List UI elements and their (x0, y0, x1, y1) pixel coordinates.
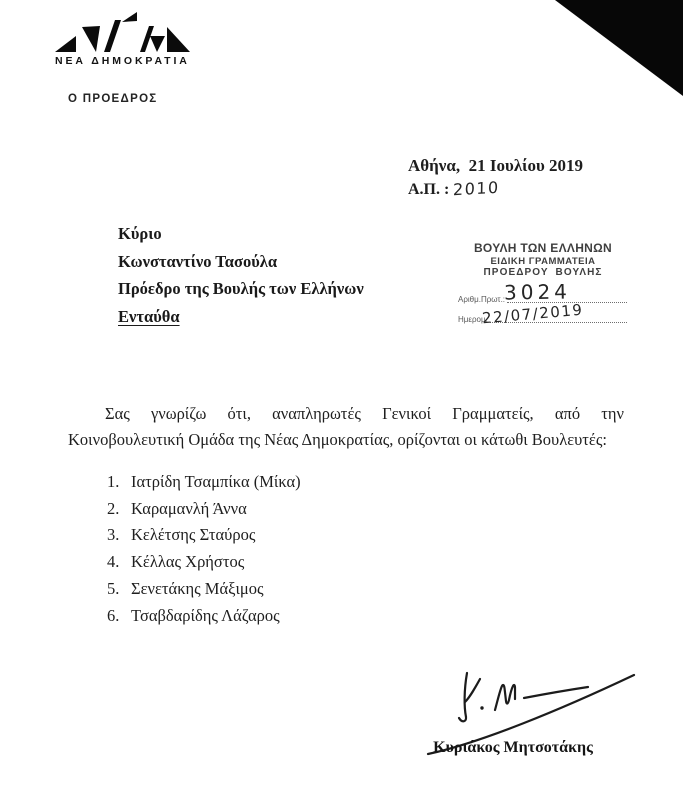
recipient-title: Πρόεδρο της Βουλής των Ελλήνων (118, 279, 364, 298)
deputy-name: Κελέτσης Σταύρος (131, 525, 256, 545)
list-item (107, 549, 301, 576)
dateline-block (408, 156, 583, 199)
stamp-protocol-label: Αριθμ.Πρωτ.: (458, 295, 506, 304)
stamp-date-label: Ημερομ. (458, 315, 488, 324)
nd-logo (55, 11, 191, 67)
deputy-name: Ιατρίδη Τσαμπίκα (Μίκα) (131, 472, 301, 491)
deputy-name: Κέλλας Χρήστος (131, 552, 245, 572)
deputy-name: Καραμανλή Άννα (131, 498, 247, 518)
protocol-label: Α.Π. : (408, 181, 450, 198)
recipient-location: Ενταύθα (118, 306, 180, 326)
stamp-protocol-row (458, 279, 628, 305)
protocol-line (408, 179, 583, 199)
protocol-number-handwritten: 2010 (453, 177, 501, 200)
item-number: 5. (107, 578, 120, 598)
item-number: 3. (107, 525, 120, 545)
body-line-1: Σας γνωρίζω ότι, αναπληρωτές Γενικοί Γραμματείς, από την (105, 404, 624, 423)
list-item (107, 603, 301, 630)
stamp-office: ΠΡΟΕΔΡΟΥ ΒΟΥΛΗΣ (483, 267, 603, 278)
stamp-dept: ΕΙΔΙΚΗ ΓΡΑΜΜΑΤΕΙΑ (490, 256, 596, 267)
list-item (107, 469, 301, 496)
item-number: 6. (107, 605, 120, 625)
stamp-date-row (458, 300, 628, 328)
item-number: 4. (107, 552, 120, 572)
registry-stamp (458, 241, 628, 328)
deputy-name: Τσαβδαρίδης Λάζαρος (131, 605, 280, 625)
recipient-name: Κωνσταντίνο Τασούλα (118, 251, 278, 271)
recipient-block (118, 220, 364, 330)
deputies-list (107, 469, 301, 629)
letter-body (68, 401, 624, 453)
item-number: 1. (107, 472, 120, 491)
scan-corner-fold-icon (555, 0, 683, 96)
deputy-name: Σενετάκης Μάξιμος (131, 578, 264, 598)
body-line-2: Κοινοβουλευτική Ομάδα της Νέας Δημοκρατίας, ορίζονται οι κάτωθι Βουλευτές: (68, 430, 607, 449)
stamp-org: ΒΟΥΛΗ ΤΩΝ ΕΛΛΗΝΩΝ (473, 241, 613, 255)
sender-title: Ο ΠΡΟΕΔΡΟΣ (68, 93, 158, 105)
list-item (107, 496, 301, 523)
list-item (107, 522, 301, 549)
signer-name: Κυριάκος Μητσοτάκης (433, 739, 593, 756)
recipient-salutation: Κύριο (118, 224, 162, 243)
place-date: Αθήνα, 21 Ιουλίου 2019 (408, 156, 584, 175)
item-number: 2. (107, 498, 120, 518)
list-item (107, 576, 301, 603)
stamp-date-handwritten: 22/07/2019 (481, 300, 585, 328)
nd-triangles-logo-icon (55, 11, 191, 52)
stamp-protocol-number-handwritten: 3024 (503, 279, 572, 305)
logo-caption: ΝΕΑ ΔΗΜΟΚΡΑΤΙΑ (55, 55, 190, 67)
